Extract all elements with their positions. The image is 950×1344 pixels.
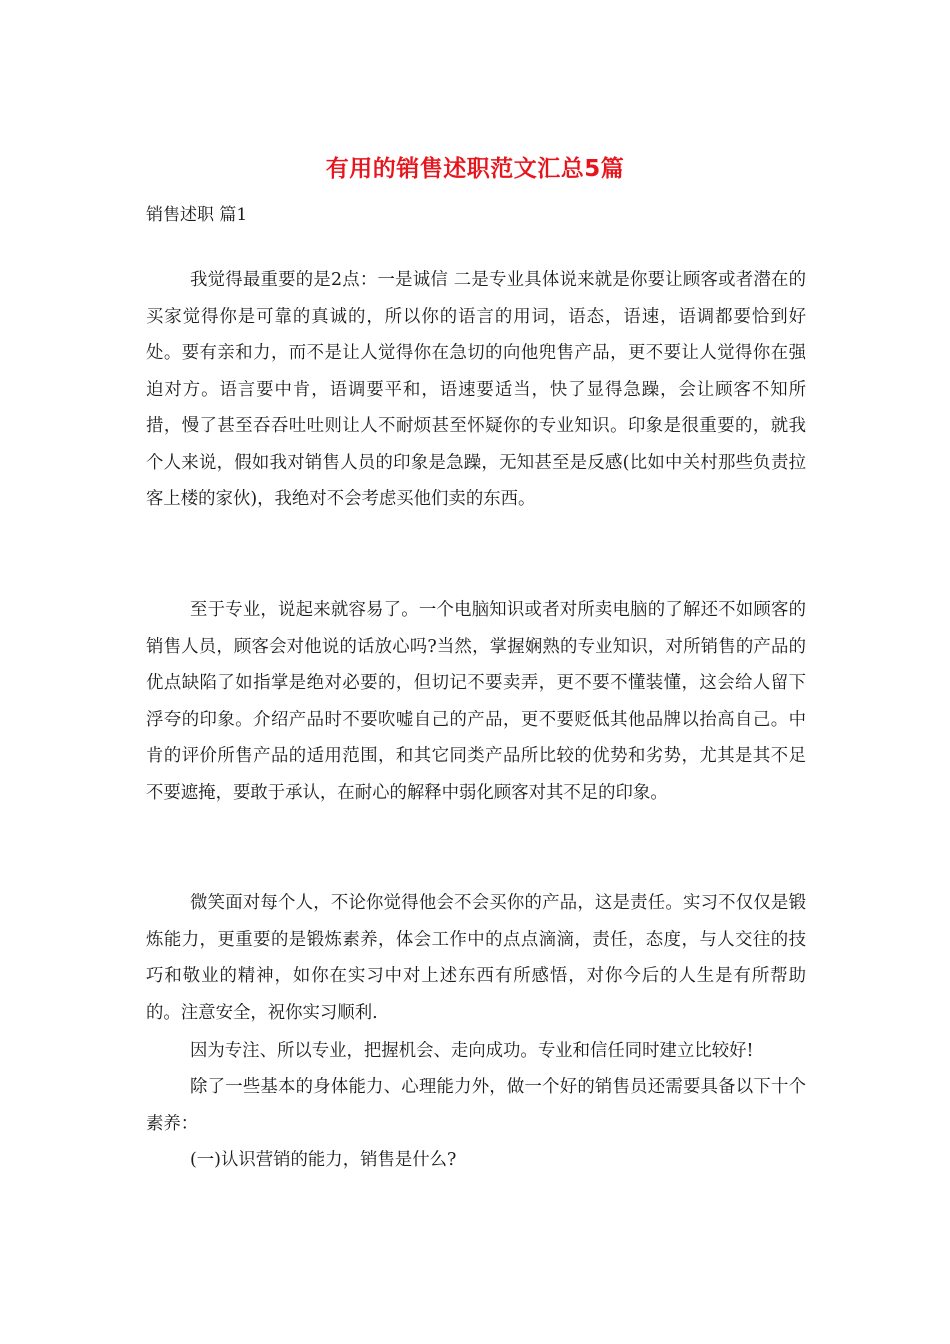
paragraph-1: 我觉得最重要的是2点：一是诚信 二是专业具体说来就是你要让顾客或者潜在的买家觉得你是可靠的真诚的，所以你的语言的用词，语态，语速，语调都要恰到好处。要有亲和力，而不是让人觉得你在急切的向他兜售产品，更不要让人觉得你在强迫对方。语言要中肯，语调要平和，语速要适当，快了显得急躁，会让顾客不知所措，慢了甚至吞吞吐吐则让人不耐烦甚至怀疑你的专业知识。印象是很重要的，就我个人来说，假如我对销售人员的印象是急躁，无知甚至是反感(比如中关村那些负责拉客上楼的家伙)，我绝对不会考虑买他们卖的东西。 [146,270,806,509]
paragraph-4: 因为专注、所以专业，把握机会、走向成功。专业和信任同时建立比较好! [190,1041,754,1061]
document-title: 有用的销售述职范文汇总5篇 [325,156,625,182]
section-heading: 销售述职 篇1 [146,205,248,225]
paragraph-3: 微笑面对每个人，不论你觉得他会不会买你的产品，这是责任。实习不仅仅是锻炼能力，更重要的是锻炼素养，体会工作中的点点滴滴，责任，态度，与人交往的技巧和敬业的精神，如你在实习中对上述东西有所感悟，对你今后的人生是有所帮助的。注意安全，祝你实习顺利. [146,893,806,1023]
paragraph-6: (一)认识营销的能力，销售是什么? [190,1150,457,1170]
paragraph-5: 除了一些基本的身体能力、心理能力外，做一个好的销售员还需要具备以下十个素养： [146,1077,806,1134]
paragraph-2: 至于专业，说起来就容易了。一个电脑知识或者对所卖电脑的了解还不如顾客的销售人员，顾客会对他说的话放心吗?当然，掌握娴熟的专业知识，对所销售的产品的优点缺陷了如指掌是绝对必要的，但切记不要卖弄，更不要不懂装懂，这会给人留下浮夸的印象。介绍产品时不要吹嘘自己的产品，更不要贬低其他品牌以抬高自己。中肯的评价所售产品的适用范围，和其它同类产品所比较的优势和劣势，尤其是其不足不要遮掩，要敢于承认，在耐心的解释中弱化顾客对其不足的印象。 [146,600,806,803]
